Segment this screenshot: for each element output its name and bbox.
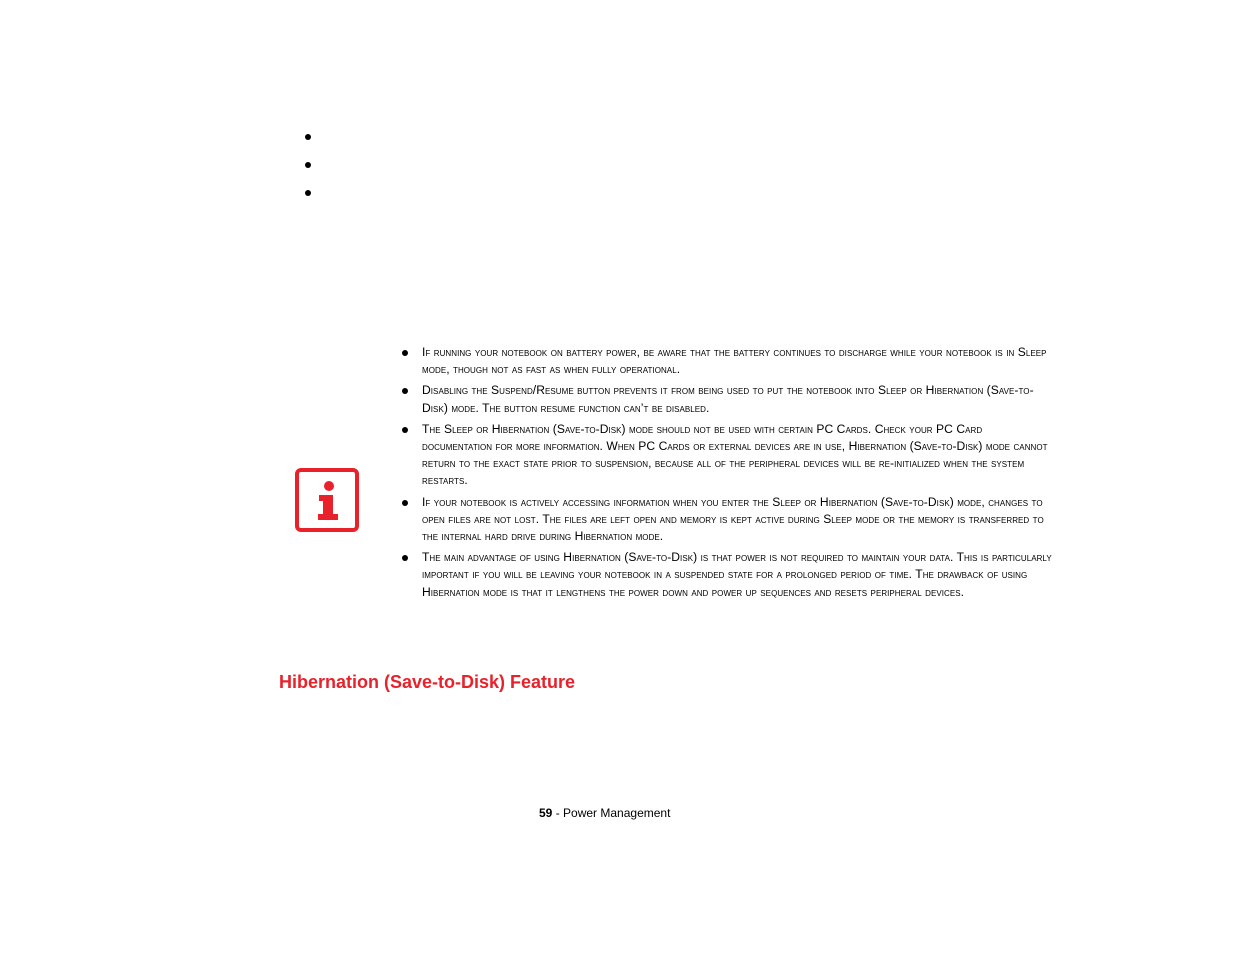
bullet-icon — [305, 134, 311, 140]
page-number: 59 — [539, 806, 553, 820]
bullet-icon — [305, 190, 311, 196]
bullet-icon — [402, 500, 408, 506]
note-item-open-files — [398, 494, 1054, 546]
note-text: If your notebook is actively accessing information when you enter the Sleep or Hibernation (Save-to-Disk) mode, changes to open files are not lost. The files are left open and memory is kept active during Sleep mode or the memory is transferred to the internal hard drive during Hibernation mode. — [422, 494, 1044, 544]
info-icon — [295, 468, 359, 532]
note-text: If running your notebook on battery power, be aware that the battery continues to discharge while your notebook is in Sleep mode, though not as fast as when fully operational. — [422, 345, 1047, 377]
note-item-suspend-button — [398, 382, 1054, 416]
list-item — [305, 154, 311, 182]
page-footer — [539, 806, 670, 820]
list-item — [305, 126, 311, 154]
footer-separator: - — [552, 806, 564, 820]
note-text: Disabling the Suspend/Resume button prevents it from being used to put the notebook into Sleep or Hibernation (Save-to-Disk) mode. The button resume function can’t be disabled. — [422, 383, 1034, 415]
section-heading: Hibernation (Save-to-Disk) Feature — [279, 672, 576, 692]
note-text: The Sleep or Hibernation (Save-to-Disk) mode should not be used with certain PC Cards. Check your PC Card documentation for more information. When PC Cards or external devices are in use, Hibernation (Save-to-Disk) mode cannot return to the exact state prior to suspension, because all of the peripheral devices will be re-initialized when the system restarts. — [422, 421, 1048, 488]
note-item-pc-cards — [398, 421, 1054, 490]
empty-bullet-list — [305, 126, 311, 210]
list-item — [305, 182, 311, 210]
note-item-hibernation-advantage — [398, 549, 1054, 601]
bullet-icon — [305, 162, 311, 168]
bullet-icon — [402, 388, 408, 394]
footer-section-title: Power Management — [563, 806, 671, 820]
note-item-battery — [398, 344, 1054, 378]
bullet-icon — [402, 427, 408, 433]
note-text: The main advantage of using Hibernation (Save-to-Disk) is that power is not required to maintain your data. This is particularly important if you will be leaving your notebook in a suspended state for a prolonged period of time. The drawback of using Hibernation mode is that it lengthens the power down and power up sequences and resets peripheral devices. — [422, 550, 1052, 599]
bullet-icon — [402, 555, 408, 561]
note-list — [398, 344, 1054, 605]
bullet-icon — [402, 350, 408, 356]
info-glyph — [299, 472, 355, 528]
